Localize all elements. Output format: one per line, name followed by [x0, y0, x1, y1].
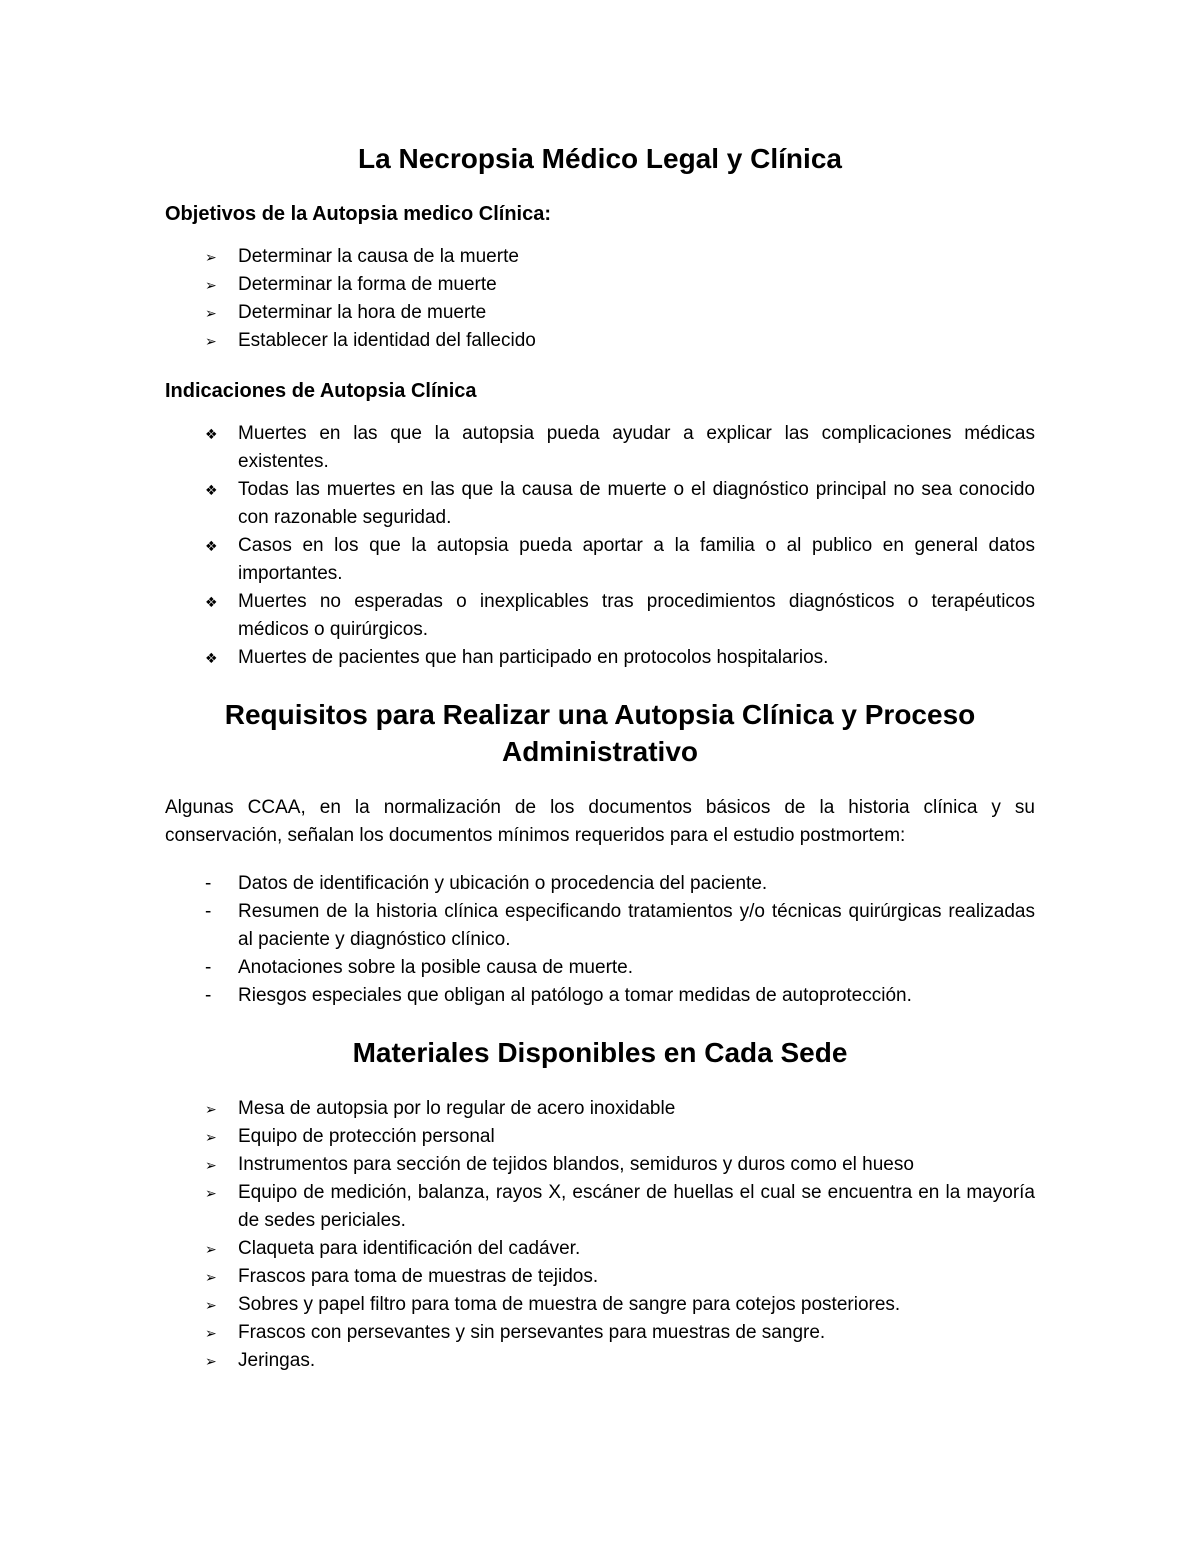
list-item: [205, 1095, 1035, 1123]
list-item-text: Determinar la forma de muerte: [238, 274, 497, 295]
dash-bullet: -: [205, 985, 212, 1006]
list-item-text: Determinar la causa de la muerte: [238, 246, 519, 267]
arrow-bullet-icon: ➢: [205, 1241, 217, 1257]
diamond-bullet-icon: ❖: [205, 538, 218, 554]
objetivos-list: [165, 243, 1035, 355]
list-item: [205, 1235, 1035, 1263]
heading-requisitos: Requisitos para Realizar una Autopsia Clínica y Proceso Administrativo: [224, 699, 976, 767]
materiales-list: [165, 1095, 1035, 1375]
arrow-bullet-icon: ➢: [205, 277, 217, 293]
requisitos-intro-paragraph: Algunas CCAA, en la normalización de los documentos básicos de la historia clínica y su conservación, señalan los documentos mínimos requeridos para el estudio postmortem:: [165, 797, 1035, 846]
list-item-text: Equipo de medición, balanza, rayos X, escáner de huellas el cual se encuentra en la mayoría de sedes periciales.: [238, 1182, 1035, 1231]
list-item-text: Muertes no esperadas o inexplicables tras procedimientos diagnósticos o terapéuticos médicos o quirúrgicos.: [238, 591, 1035, 640]
arrow-bullet-icon: ➢: [205, 333, 217, 349]
diamond-bullet-icon: ❖: [205, 426, 218, 442]
list-item-text: Claqueta para identificación del cadáver.: [238, 1238, 581, 1259]
list-item: [205, 1319, 1035, 1347]
arrow-bullet-icon: ➢: [205, 249, 217, 265]
arrow-bullet-icon: ➢: [205, 1185, 217, 1201]
list-item: [205, 1123, 1035, 1151]
arrow-bullet-icon: ➢: [205, 1269, 217, 1285]
list-item: [205, 982, 1035, 1010]
arrow-bullet-icon: ➢: [205, 1157, 217, 1173]
arrow-bullet-icon: ➢: [205, 1129, 217, 1145]
heading-objetivos: Objetivos de la Autopsia medico Clínica:: [165, 203, 552, 225]
list-item: [205, 271, 1035, 299]
heading-indicaciones: Indicaciones de Autopsia Clínica: [165, 380, 477, 402]
list-item-text: Resumen de la historia clínica especificando tratamientos y/o técnicas quirúrgicas realizadas al paciente y diagnóstico clínico.: [238, 901, 1035, 950]
list-item: [205, 588, 1035, 644]
list-item-text: Establecer la identidad del fallecido: [238, 330, 536, 351]
list-item-text: Determinar la hora de muerte: [238, 302, 487, 323]
arrow-bullet-icon: ➢: [205, 1353, 217, 1369]
list-item: [205, 870, 1035, 898]
list-item-text: Riesgos especiales que obligan al patólogo a tomar medidas de autoprotección.: [238, 985, 912, 1006]
list-item-text: Anotaciones sobre la posible causa de muerte.: [238, 957, 634, 978]
list-item-text: Frascos para toma de muestras de tejidos.: [238, 1266, 599, 1287]
diamond-bullet-icon: ❖: [205, 482, 218, 498]
requisitos-list: [165, 870, 1035, 1010]
indicaciones-list: [165, 420, 1035, 672]
arrow-bullet-icon: ➢: [205, 1101, 217, 1117]
list-item-text: Datos de identificación y ubicación o procedencia del paciente.: [238, 873, 768, 894]
diamond-bullet-icon: ❖: [205, 650, 218, 666]
list-item: [205, 1179, 1035, 1235]
list-item-text: Sobres y papel filtro para toma de muestra de sangre para cotejos posteriores.: [238, 1294, 901, 1315]
list-item: [205, 299, 1035, 327]
list-item-text: Jeringas.: [238, 1350, 316, 1371]
list-item-text: Frascos con persevantes y sin persevantes para muestras de sangre.: [238, 1322, 826, 1343]
list-item-text: Equipo de protección personal: [238, 1126, 495, 1147]
list-item: [205, 898, 1035, 954]
list-item: [205, 644, 1035, 672]
list-item: [205, 420, 1035, 476]
list-item: [205, 327, 1035, 355]
list-item: [205, 1347, 1035, 1375]
list-item-text: Muertes en las que la autopsia pueda ayudar a explicar las complicaciones médicas existentes.: [238, 423, 1035, 472]
document-title: La Necropsia Médico Legal y Clínica: [358, 143, 842, 174]
heading-materiales: Materiales Disponibles en Cada Sede: [352, 1037, 848, 1068]
diamond-bullet-icon: ❖: [205, 594, 218, 610]
list-item: [205, 243, 1035, 271]
arrow-bullet-icon: ➢: [205, 1297, 217, 1313]
dash-bullet: -: [205, 957, 212, 978]
list-item: [205, 1291, 1035, 1319]
list-item: [205, 1151, 1035, 1179]
list-item: [205, 1263, 1035, 1291]
arrow-bullet-icon: ➢: [205, 305, 217, 321]
list-item-text: Mesa de autopsia por lo regular de acero inoxidable: [238, 1098, 676, 1119]
list-item-text: Todas las muertes en las que la causa de muerte o el diagnóstico principal no sea conocido con razonable seguridad.: [238, 479, 1035, 528]
list-item: [205, 532, 1035, 588]
list-item-text: Casos en los que la autopsia pueda aportar a la familia o al publico en general datos importantes.: [238, 535, 1035, 584]
dash-bullet: -: [205, 901, 212, 922]
list-item: [205, 476, 1035, 532]
list-item-text: Instrumentos para sección de tejidos blandos, semiduros y duros como el hueso: [238, 1154, 914, 1175]
arrow-bullet-icon: ➢: [205, 1325, 217, 1341]
dash-bullet: -: [205, 873, 212, 894]
list-item-text: Muertes de pacientes que han participado en protocolos hospitalarios.: [238, 647, 829, 668]
list-item: [205, 954, 1035, 982]
